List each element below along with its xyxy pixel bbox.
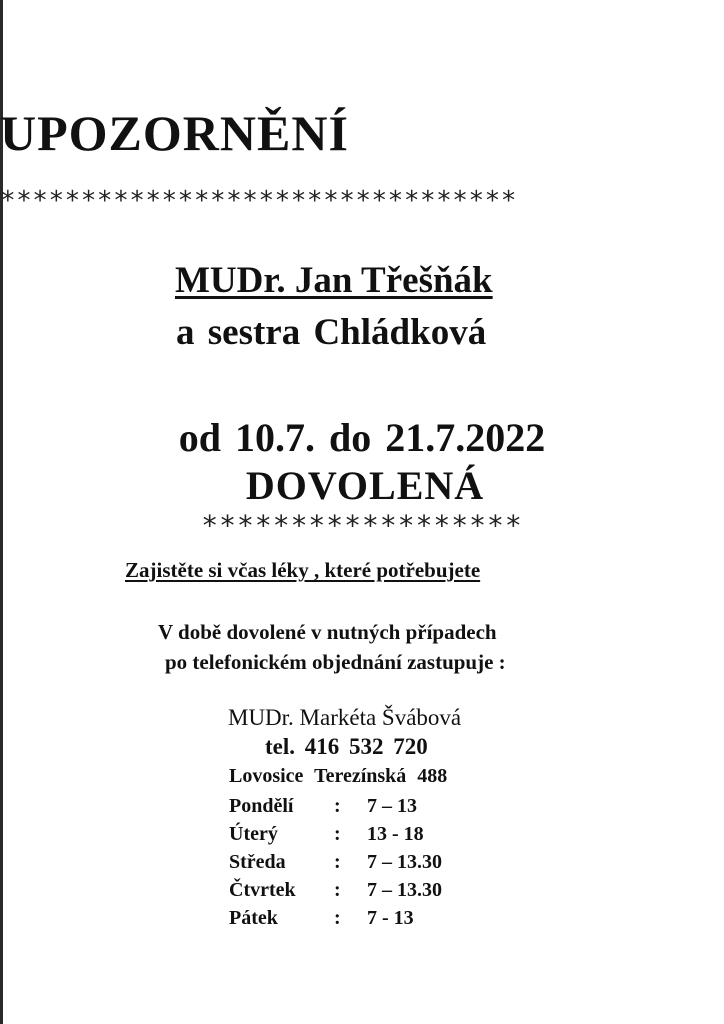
star-divider-middle: ****************** xyxy=(201,509,523,542)
star-divider-top: ******************************** xyxy=(0,186,517,216)
hours-separator: : xyxy=(334,795,341,817)
hours-day: Čtvrtek xyxy=(229,879,296,901)
substitute-intro-line-2: po telefonickém objednání zastupuje : xyxy=(165,650,506,674)
hours-time: 13 - 18 xyxy=(367,823,424,845)
hours-day: Úterý xyxy=(229,823,278,845)
hours-time: 7 – 13 xyxy=(367,795,417,817)
page-title: UPOZORNĚNÍ xyxy=(0,105,349,161)
hours-separator: : xyxy=(334,823,341,845)
substitute-address: Lovosice Terezínská 488 xyxy=(229,765,448,787)
hours-time: 7 – 13.30 xyxy=(367,851,442,873)
hours-separator: : xyxy=(334,851,341,873)
hours-day: Pondělí xyxy=(229,795,294,817)
hours-day: Pátek xyxy=(229,907,278,929)
hours-day: Středa xyxy=(229,851,286,873)
hours-separator: : xyxy=(334,879,341,901)
hours-separator: : xyxy=(334,907,341,929)
hours-time: 7 - 13 xyxy=(367,907,414,929)
hours-time: 7 – 13.30 xyxy=(367,879,442,901)
substitute-phone: tel. 416 532 720 xyxy=(265,734,428,759)
vacation-label: DOVOLENÁ xyxy=(245,463,485,508)
medication-notice: Zajistěte si včas léky , které potřebujete xyxy=(125,558,481,582)
vacation-dates: od 10.7. do 21.7.2022 xyxy=(178,415,546,460)
doctor-name: MUDr. Jan Třešňák xyxy=(175,260,493,301)
nurse-name: a sestra Chládková xyxy=(176,312,487,353)
substitute-doctor-name: MUDr. Markéta Švábová xyxy=(228,705,462,730)
substitute-intro-line-1: V době dovolené v nutných případech xyxy=(158,620,497,644)
